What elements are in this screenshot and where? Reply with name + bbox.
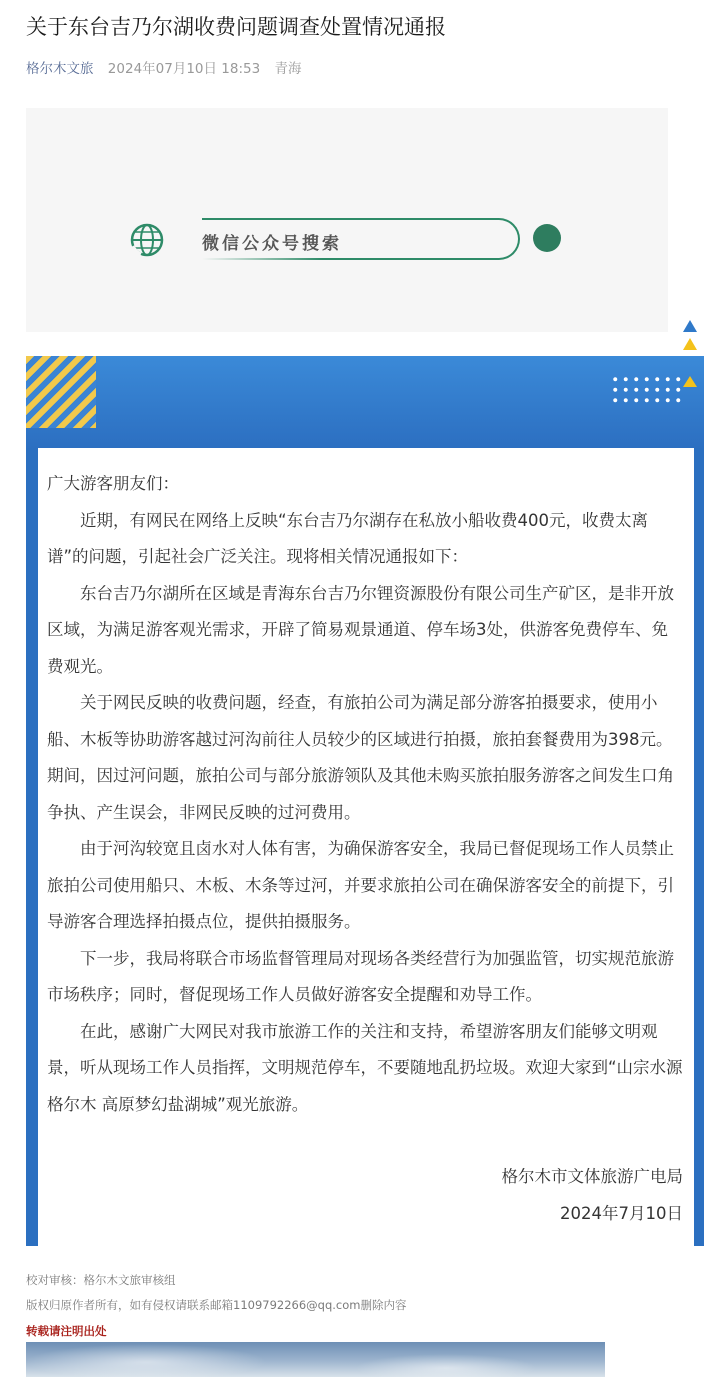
letter-paper bbox=[38, 448, 694, 1246]
letter-paragraph: 近期，有网民在网络上反映“东台吉乃尔湖存在私放小船收费400元，收费太离谱”的问题，引起社会广泛关注。现将相关情况通报如下： bbox=[47, 510, 649, 566]
cover-image[interactable] bbox=[26, 1342, 605, 1377]
letter-paragraph: 下一步，我局将联合市场监督管理局对现场各类经营行为加强监管，切实规范旅游市场秩序；同时，督促现场工作人员做好游客安全提醒和劝导工作。 bbox=[47, 948, 674, 1004]
letter-paragraph: 在此，感谢广大网民对我市旅游工作的关注和支持，希望游客朋友们能够文明观景，听从现场工作人员指挥，文明规范停车，不要随地乱扔垃圾。欢迎大家到“山宗水源格尔木 高原梦幻盐湖城”观光旅游。 bbox=[47, 1021, 683, 1114]
yellow-triangle-icon bbox=[683, 376, 697, 387]
publish-date: 2024年07月10日 18:53 bbox=[107, 61, 261, 77]
search-label: 微信公众号搜索 bbox=[202, 234, 342, 254]
letter-paragraph: 关于网民反映的收费问题，经查，有旅拍公司为满足部分游客拍摄要求，使用小船、木板等协助游客越过河沟前往人员较少的区域进行拍摄，旅拍套餐费用为398元。期间，因过河问题，旅拍公司与部分旅游领队及其他未购买旅拍服务游客之间发生口角争执、产生误会，非网民反映的过河费用。 bbox=[47, 693, 674, 822]
cloud-decoration bbox=[26, 1342, 605, 1377]
globe-icon bbox=[127, 220, 167, 260]
article-title: 关于东台吉乃尔湖收费问题调查处置情况通报 bbox=[26, 15, 446, 39]
publish-location: 青海 bbox=[274, 61, 302, 77]
copyright-note: 版权归原作者所有，如有侵权请联系邮箱1109792266@qq.com删除内容 bbox=[26, 1298, 407, 1312]
frame-header-band bbox=[26, 356, 704, 448]
stripe-decoration bbox=[26, 356, 96, 428]
dot-grid-decoration bbox=[610, 374, 686, 406]
letter-signature: 格尔木市文体旅游广电局 bbox=[501, 1167, 683, 1186]
letter-body bbox=[47, 466, 683, 1232]
account-name-link[interactable]: 格尔木文旅 bbox=[26, 61, 94, 77]
reviewer-note: 校对审核：格尔木文旅审核组 bbox=[26, 1273, 176, 1287]
letter-date: 2024年7月10日 bbox=[560, 1203, 683, 1223]
article-meta bbox=[26, 57, 302, 77]
search-pill-underline bbox=[202, 258, 322, 260]
letter-frame bbox=[26, 356, 704, 1246]
letter-paragraph: 东台吉乃尔湖所在区域是青海东台吉乃尔锂资源股份有限公司生产矿区，是非开放区域，为满足游客观光需求，开辟了简易观景通道、停车场3处，供游客免费停车、免费观光。 bbox=[47, 583, 674, 676]
green-dot-icon bbox=[533, 224, 561, 252]
letter-paragraph: 由于河沟较宽且卤水对人体有害，为确保游客安全，我局已督促现场工作人员禁止旅拍公司使用船只、木板、木条等过河，并要求旅拍公司在确保游客安全的前提下，引导游客合理选择拍摄点位，提供拍摄服务。 bbox=[47, 839, 674, 931]
blue-triangle-icon bbox=[683, 320, 697, 332]
wechat-search-banner bbox=[26, 108, 668, 332]
letter-greeting: 广大游客朋友们： bbox=[47, 474, 179, 493]
yellow-triangle-icon bbox=[683, 338, 697, 350]
repost-note: 转载请注明出处 bbox=[26, 1324, 107, 1338]
